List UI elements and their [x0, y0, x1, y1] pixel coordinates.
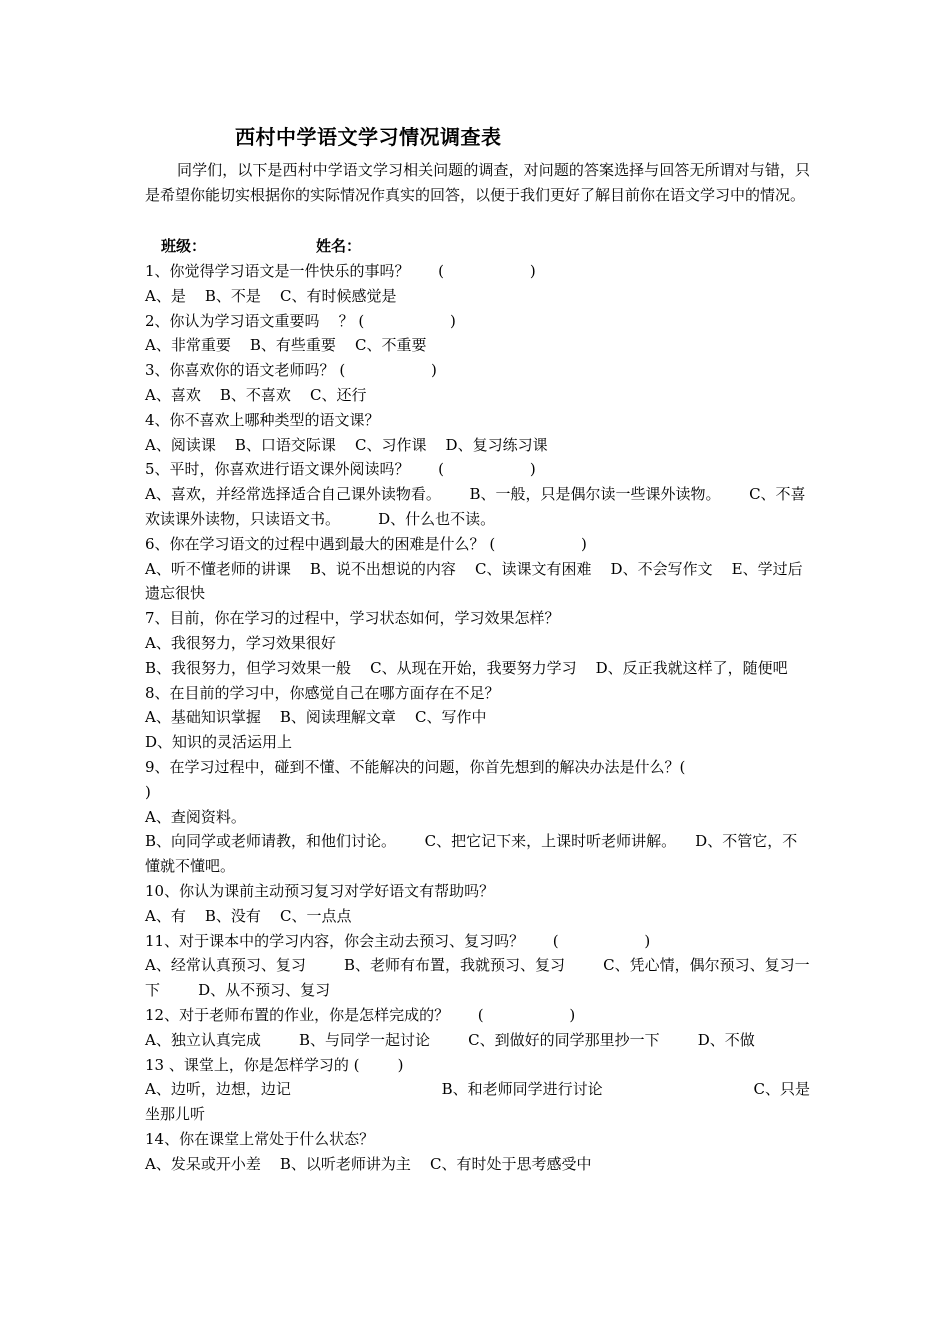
student-info-row [145, 234, 810, 259]
intro-paragraph: 同学们，以下是西村中学语文学习相关问题的调查，对问题的答案选择与回答无所谓对与错，只是希望你能切实根据你的实际情况作真实的回答，以便于我们更好了解目前你在语文学习中的情况。 [145, 161, 810, 204]
survey-line: A、经常认真预习、复习 B、老师有布置，我就预习、复习 C、凭心情，偶尔预习、复习一下 D、从不预习、复习 [145, 956, 810, 1000]
survey-line: 2、你认为学习语文重要吗 ？ ( ) [145, 311, 456, 330]
q13-options-row [145, 1077, 810, 1102]
survey-line: A、有 B、没有 C、一点点 [145, 906, 352, 925]
survey-document [145, 122, 810, 1176]
survey-line: 9、在学习过程中，碰到不懂、不能解决的问题，你首先想到的解决办法是什么？( [145, 757, 686, 776]
survey-line: 10、你认为课前主动预习复习对学好语文有帮助吗？ [145, 881, 495, 900]
survey-line: 5、平时，你喜欢进行语文课外阅读吗？ ( ) [145, 460, 536, 479]
survey-line: A、喜欢，并经常选择适合自己课外读物看。 B、一般，只是偶尔读一些课外读物。 C、不喜欢读课外读物，只读语文书。 D、什么也不读。 [145, 485, 806, 528]
survey-line: 12、对于老师布置的作业，你是怎样完成的？ ( ) [145, 1005, 576, 1024]
survey-line: 13 、课堂上，你是怎样学习的 ( ) [145, 1055, 404, 1074]
survey-line: 3、你喜欢你的语文老师吗？ ( ) [145, 361, 437, 380]
survey-line: 坐那儿听 [145, 1105, 206, 1124]
survey-line: 7、目前，你在学习的过程中，学习状态如何，学习效果怎样？ [145, 609, 560, 628]
survey-line: D、知识的灵活运用上 [145, 733, 293, 752]
q13-option-b: B、和老师同学进行讨论 [441, 1080, 603, 1099]
blank-line [145, 208, 810, 234]
q13-option-a: A、边听，边想，边记 [145, 1080, 291, 1099]
survey-line: B、向同学或老师请教，和他们讨论。 C、把它记下来，上课时听老师讲解。 D、不管它，不懂就不懂吧。 [145, 832, 798, 876]
survey-line: A、喜欢 B、不喜欢 C、还行 [145, 385, 367, 404]
survey-line: A、阅读课 B、口语交际课 C、习作课 D、复习练习课 [145, 435, 548, 454]
survey-line: 11、对于课本中的学习内容，你会主动去预习、复习吗？ ( ) [145, 931, 651, 950]
document-title: 西村中学语文学习情况调查表 [235, 125, 502, 149]
name-label: 姓名： [316, 237, 362, 255]
class-label: 班级： [161, 237, 207, 255]
question-list-continued [145, 1102, 810, 1176]
survey-line: ) [145, 782, 151, 801]
survey-line: B、我很努力，但学习效果一般 C、从现在开始，我要努力学习 D、反正我就这样了，随便吧 [145, 658, 788, 677]
survey-line: A、听不懂老师的讲课 B、说不出想说的内容 C、读课文有困难 D、不会写作文 E、学过后遗忘很快 [145, 559, 803, 603]
survey-line: 14、你在课堂上常处于什么状态？ [145, 1129, 375, 1148]
survey-line: A、查阅资料。 [145, 807, 246, 826]
survey-line: A、非常重要 B、有些重要 C、不重要 [145, 336, 427, 355]
survey-line: A、我很努力，学习效果很好 [145, 633, 336, 652]
q13-option-c: C、只是 [753, 1080, 810, 1099]
survey-line: 4、你不喜欢上哪种类型的语文课？ [145, 410, 380, 429]
survey-line: A、基础知识掌握 B、阅读理解文章 C、写作中 [145, 708, 487, 727]
survey-line: A、是 B、不是 C、有时候感觉是 [145, 286, 397, 305]
survey-line: 1、你觉得学习语文是一件快乐的事吗？ ( ) [145, 262, 536, 280]
survey-line: 8、在目前的学习中，你感觉自己在哪方面存在不足？ [145, 683, 500, 702]
question-list [145, 259, 810, 1077]
survey-line: A、独立认真完成 B、与同学一起讨论 C、到做好的同学那里抄一下 D、不做 [145, 1030, 755, 1049]
survey-line: 6、你在学习语文的过程中遇到最大的困难是什么？ ( ) [145, 534, 587, 553]
survey-line: A、发呆或开小差 B、以听老师讲为主 C、有时处于思考感受中 [145, 1154, 592, 1173]
